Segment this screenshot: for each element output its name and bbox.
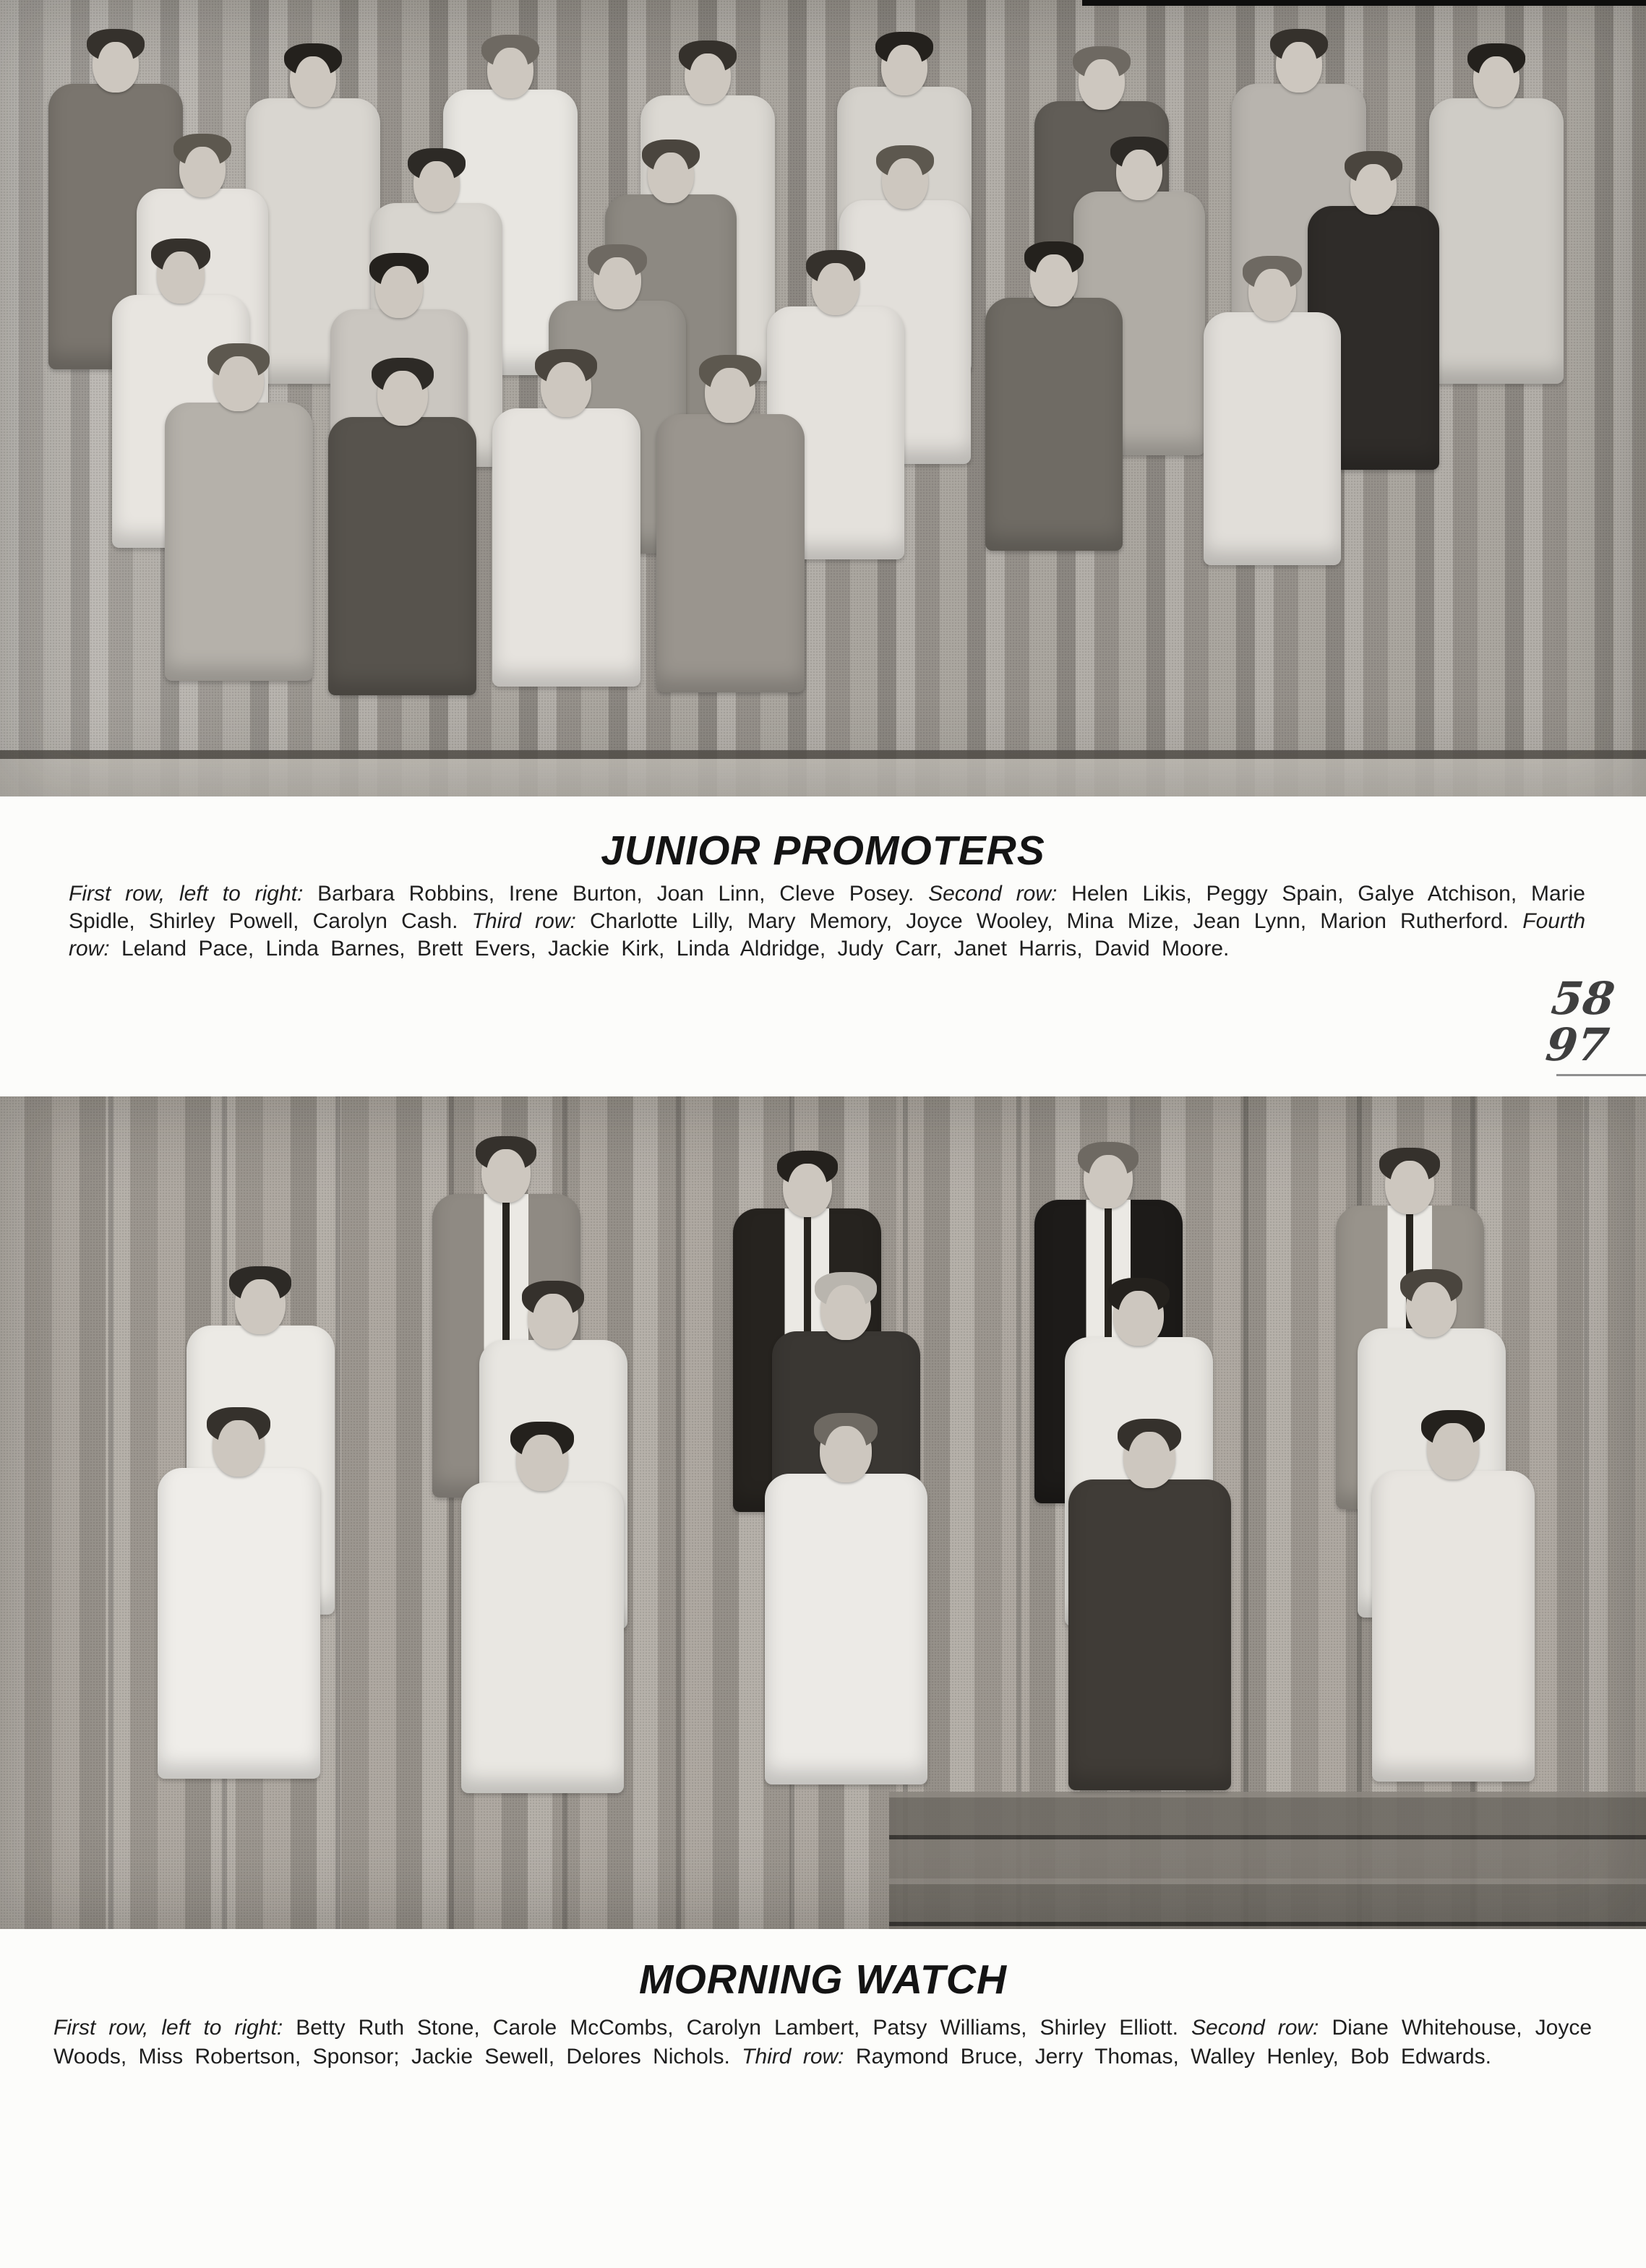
person-head — [375, 259, 423, 318]
handwritten-underline — [1556, 1074, 1646, 1076]
person-head — [213, 1413, 265, 1477]
person-figure — [784, 1419, 907, 1784]
caption-segment: Third row: — [742, 2045, 856, 2069]
person-head — [290, 49, 336, 107]
caption-segment: Barbara Robbins, Irene Burton, Joan Linn, Cleve Posey. — [317, 882, 929, 906]
person-torso — [165, 403, 313, 681]
caption-segment: Leland Pace, Linda Barnes, Brett Evers, Jackie Kirk, Linda Aldridge, Judy Carr, Janet Harris, David Moore. — [121, 937, 1230, 961]
person-figure — [1435, 49, 1558, 384]
person-head — [1248, 262, 1296, 321]
person-head — [179, 139, 226, 197]
person-torso — [158, 1468, 320, 1779]
person-head — [1079, 52, 1125, 110]
person-figure — [177, 349, 300, 681]
person-head — [235, 1272, 286, 1334]
person-torso — [328, 417, 476, 695]
person-torso — [1204, 312, 1341, 565]
person-head — [516, 1427, 568, 1491]
person-figure — [341, 364, 464, 695]
person-head — [1116, 142, 1162, 200]
person-head — [157, 244, 205, 304]
caption-segment: Charlotte Lilly, Mary Memory, Joyce Wooley, Mina Mize, Jean Lynn, Marion Rutherford. — [590, 909, 1523, 933]
person-head — [820, 1278, 871, 1340]
person-figure — [669, 361, 792, 692]
person-head — [685, 46, 731, 104]
person-figure — [505, 355, 627, 687]
person-head — [487, 40, 533, 98]
morning-watch-caption — [53, 2014, 1592, 2071]
person-head — [1030, 247, 1078, 306]
person-figure — [1211, 262, 1334, 565]
person-head — [541, 355, 591, 417]
caption-segment: Raymond Bruce, Jerry Thomas, Walley Henley, Bob Edwards. — [855, 2045, 1491, 2069]
person-figure — [1088, 1425, 1211, 1790]
person-torso — [1068, 1479, 1231, 1790]
caption-segment: Betty Ruth Stone, Carole McCombs, Carolyn Lambert, Patsy Williams, Shirley Elliott. — [296, 2016, 1191, 2040]
person-figure — [177, 1413, 300, 1779]
person-head — [1473, 49, 1519, 107]
caption-segment: Fourth row: — [69, 909, 1586, 961]
person-head — [413, 154, 460, 212]
person-torso — [656, 414, 805, 692]
person-head — [705, 361, 755, 423]
person-figure — [481, 1427, 604, 1793]
person-figure — [993, 247, 1115, 551]
person-head — [377, 364, 428, 426]
person-head — [1276, 35, 1322, 93]
caption-segment: First row, left to right: — [69, 882, 318, 906]
caption-segment: Second row: — [928, 882, 1072, 906]
person-head — [812, 256, 860, 315]
person-torso — [461, 1482, 624, 1793]
person-head — [648, 145, 694, 203]
handwritten-number-58: 58 — [1548, 972, 1618, 1025]
junior-promoters-photo — [0, 0, 1646, 796]
junior-promoters-caption — [69, 880, 1585, 963]
person-head — [593, 250, 641, 309]
person-head — [1350, 157, 1397, 215]
scan-edge-artifact — [1082, 0, 1646, 6]
person-head — [528, 1287, 578, 1349]
handwritten-page-numbers — [1527, 972, 1633, 1071]
person-head — [1084, 1148, 1133, 1208]
person-head — [1406, 1275, 1457, 1337]
person-head — [820, 1419, 872, 1482]
person-head — [882, 151, 928, 209]
person-torso — [1372, 1471, 1535, 1782]
person-head — [783, 1156, 832, 1217]
person-torso — [765, 1474, 927, 1784]
person-head — [1113, 1284, 1164, 1346]
group-title-morning-watch: MORNING WATCH — [638, 1956, 1008, 2003]
person-head — [1123, 1425, 1175, 1488]
group-title-junior-promoters: JUNIOR PROMOTERS — [601, 828, 1045, 874]
morning-watch-photo — [0, 1096, 1646, 1929]
person-head — [1385, 1154, 1434, 1214]
person-head — [881, 38, 927, 95]
person-torso — [985, 298, 1123, 551]
person-head — [1427, 1416, 1479, 1479]
caption-segment: Third row: — [471, 909, 591, 933]
person-head — [213, 349, 264, 411]
handwritten-number-97: 97 — [1543, 1018, 1612, 1071]
person-figure — [1392, 1416, 1514, 1782]
person-torso — [1429, 98, 1564, 384]
person-head — [481, 1142, 531, 1203]
caption-segment: Second row: — [1191, 2016, 1332, 2040]
person-torso — [492, 408, 640, 687]
caption-segment: Helen Likis, Peggy Spain, Galye Atchison, Marie Spidle, Shirley Powell, Carolyn Cash. — [69, 882, 1585, 933]
caption-segment: Diane Whitehouse, Joyce Woods, Miss Robertson, Sponsor; Jackie Sewell, Delores Nichols. — [53, 2016, 1593, 2069]
caption-segment: First row, left to right: — [53, 2016, 296, 2040]
person-head — [93, 35, 139, 93]
